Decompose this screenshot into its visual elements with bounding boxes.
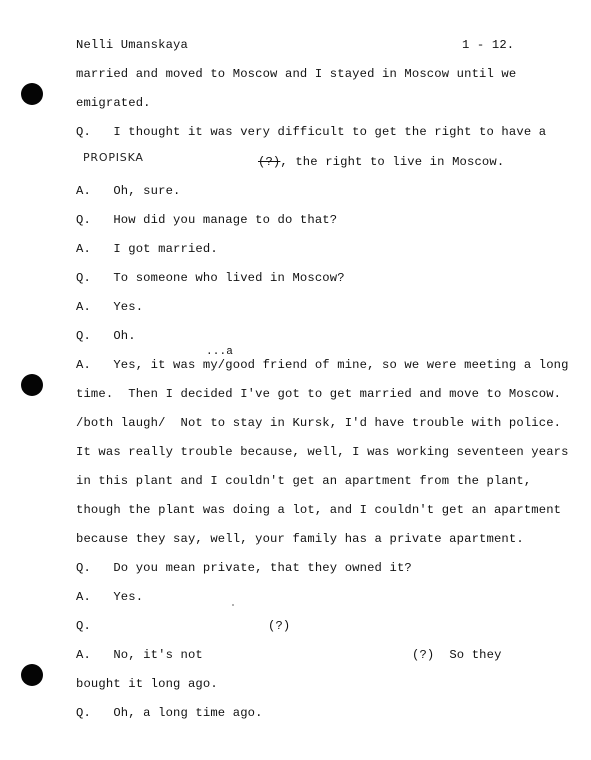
binder-hole-bottom: [21, 664, 43, 686]
transcript-line: Q. Do you mean private, that they owned it?: [76, 561, 412, 575]
transcript-line: Q. To someone who lived in Moscow?: [76, 271, 345, 285]
transcript-line: A. Yes.: [76, 590, 144, 604]
transcript-line: emigrated.: [76, 96, 151, 110]
transcript-line: Q. Oh, a long time ago.: [76, 706, 263, 720]
header-page-number: 1 - 12.: [462, 38, 515, 52]
transcript-line: A. Yes.: [76, 300, 144, 314]
transcript-line: married and moved to Moscow and I stayed in Moscow until we: [76, 67, 517, 81]
transcript-line: A. No, it's not: [76, 648, 203, 662]
transcript-line: Q. I thought it was very difficult to get the right to have a: [76, 125, 547, 139]
transcript-line: It was really trouble because, well, I was working seventeen years: [76, 445, 569, 459]
transcript-line: (?) So they: [412, 648, 502, 662]
transcript-line: /both laugh/ Not to stay in Kursk, I'd have trouble with police.: [76, 416, 562, 430]
transcript-line: though the plant was doing a lot, and I couldn't get an apartment: [76, 503, 562, 517]
transcript-line: A. Yes, it was my/good friend of mine, so we were meeting a long: [76, 358, 569, 372]
struck-mark: (?): [258, 155, 281, 169]
transcript-line: because they say, well, your family has a private apartment.: [76, 532, 524, 546]
unclear-mark: (?): [268, 619, 291, 633]
transcript-line: A. I got married.: [76, 242, 218, 256]
handwritten-word: PROPISKA: [83, 151, 144, 164]
header-name: Nelli Umanskaya: [76, 38, 188, 52]
transcript-line: time. Then I decided I've got to get married and move to Moscow.: [76, 387, 562, 401]
transcript-line: [258, 155, 504, 169]
transcript-line: in this plant and I couldn't get an apartment from the plant,: [76, 474, 532, 488]
transcript-line: bought it long ago.: [76, 677, 218, 691]
transcript-line: Q. Oh.: [76, 329, 136, 343]
paper-speck: [232, 604, 234, 606]
binder-hole-middle: [21, 374, 43, 396]
binder-hole-top: [21, 83, 43, 105]
transcript-line: Q. How did you manage to do that?: [76, 213, 338, 227]
line-text: , the right to live in Moscow.: [280, 155, 505, 169]
inserted-text: ...a: [206, 346, 234, 358]
transcript-line: A. Oh, sure.: [76, 184, 181, 198]
speaker-label: Q.: [76, 619, 91, 633]
